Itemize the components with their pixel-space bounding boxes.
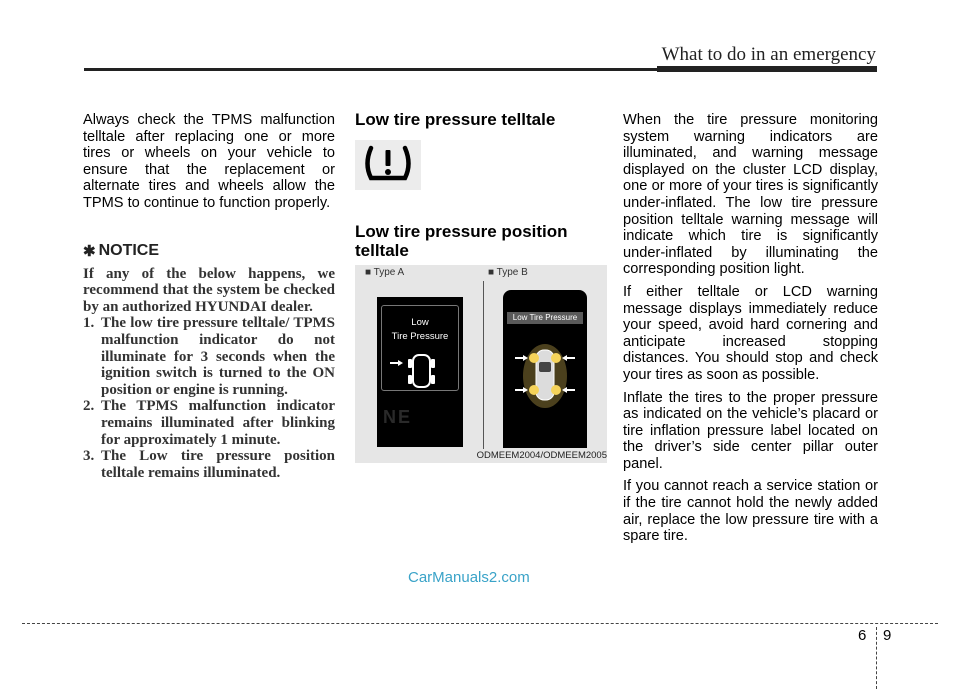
figure-divider xyxy=(483,281,484,449)
type-b-label: ■ Type B xyxy=(488,267,528,278)
paragraph: If you cannot reach a service station or if the tire cannot hold the newly added air, replace the low pressure tire with a spare tire. xyxy=(623,478,878,545)
notice-list xyxy=(83,315,335,481)
position-telltale-heading: Low tire pressure position telltale xyxy=(355,222,568,260)
right-column xyxy=(623,112,878,551)
middle-column xyxy=(355,110,607,260)
type-a-line2: Tire Pressure xyxy=(391,331,449,342)
paragraph: Inflate the tires to the proper pressure as indicated on the vehicle’s placard or tire inflation pressure label located on the driver’s side center pillar outer panel. xyxy=(623,389,878,472)
type-a-line1: Low xyxy=(411,317,429,328)
notice-star-icon: ✱ xyxy=(83,242,96,260)
notice-item: 3. The Low tire pressure position telltale remains illuminated. xyxy=(83,448,335,481)
notice-item: 1. The low tire pressure telltale/ TPMS malfunction indicator do not illuminate for 3 seconds when the ignition switch is turned to the ON position or engine is running. xyxy=(83,315,335,398)
notice-title: NOTICE xyxy=(98,241,160,259)
paragraph: If either telltale or LCD warning message displays immediately reduce your speed, avoid hard cornering and anticipate increased stopping distances. You should stop and check your tires as soon as possible. xyxy=(623,283,878,383)
section-title: What to do in an emergency xyxy=(661,44,876,65)
left-column xyxy=(83,112,335,481)
type-b-title: Low Tire Pressure xyxy=(512,313,578,322)
car-top-view-icon xyxy=(377,351,463,399)
telltale-heading: Low tire pressure telltale xyxy=(355,110,556,129)
notice-intro: If any of the below happens, we recommend that the system be checked by an authorized HYUNDAI dealer. xyxy=(83,265,335,315)
footer-rule xyxy=(22,623,938,624)
type-a-label: ■ Type A xyxy=(365,267,405,278)
header-rule-accent xyxy=(657,66,877,72)
chapter-number: 6 xyxy=(858,627,867,644)
type-b-display xyxy=(503,290,587,448)
page-number: 9 xyxy=(883,627,892,644)
notice-item: 2. The TPMS malfunction indicator remains illuminated after blinking for approximately 1 minute. xyxy=(83,398,335,448)
page-separator xyxy=(876,627,877,689)
type-a-display: Low Tire Pressure NE xyxy=(377,297,463,447)
cluster-display-figure xyxy=(355,265,607,463)
car-top-view-icon xyxy=(503,338,587,414)
watermark-link[interactable]: CarManuals2.com xyxy=(408,569,530,586)
tpms-telltale-icon xyxy=(355,140,421,190)
intro-paragraph: Always check the TPMS malfunction telltale after replacing one or more tires or wheels on your vehicle to ensure that the replacement or alternate tires and wheels allow the TPMS to continue to function properly. xyxy=(83,112,335,211)
figure-caption: ODMEEM2004/ODMEEM2005 xyxy=(476,450,607,461)
notice-heading xyxy=(83,242,335,260)
paragraph: When the tire pressure monitoring system warning indicators are illuminated, and warning message displayed on the cluster LCD display, one or more of your tires is significantly under-inflated. The low tire pressure position telltale warning message will indicate which tire is significantly under-inflated by illuminating the corresponding position light. xyxy=(623,112,878,278)
